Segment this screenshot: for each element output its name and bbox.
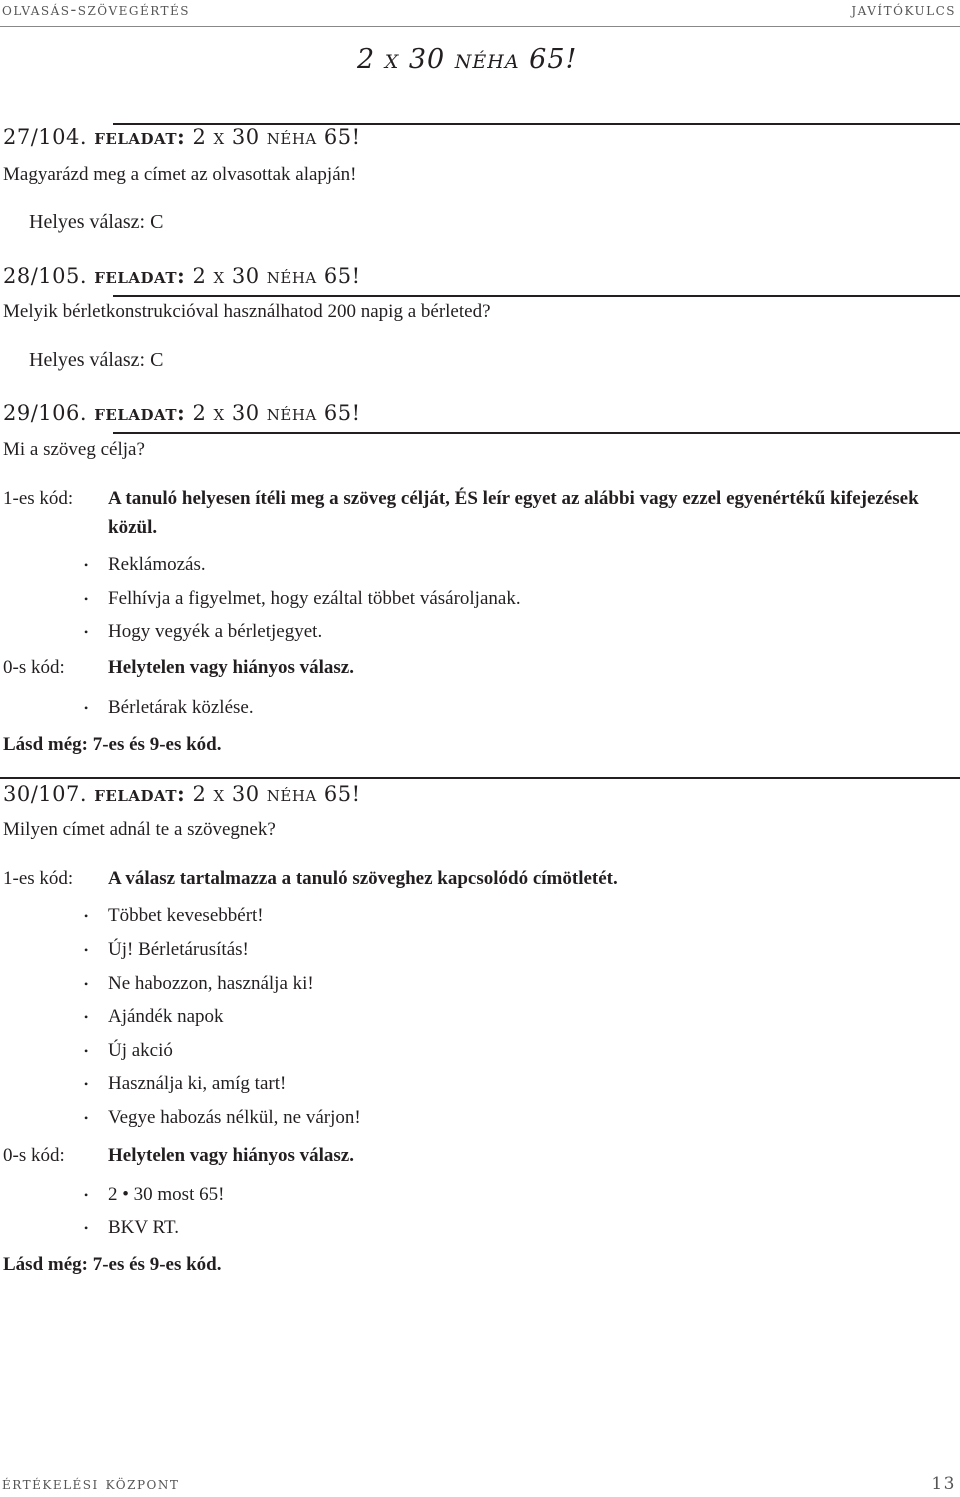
list-item: • Új akció — [84, 1040, 173, 1061]
list-item: • Új! Bérletárusítás! — [84, 939, 249, 960]
list-item: • Felhívja a figyelmet, hogy ezáltal többet vásároljanak. — [84, 588, 521, 609]
header-subject: olvasás-szövegértés — [2, 0, 191, 20]
task-question: Milyen címet adnál te a szövegnek? — [3, 819, 276, 840]
section-rule — [113, 432, 960, 434]
task-name: 2 x 30 néha 65! — [192, 401, 361, 425]
task-heading — [3, 124, 361, 149]
correct-answer: Helyes válasz: C — [29, 211, 164, 233]
code0-label: 0-s kód: — [3, 1145, 65, 1166]
task-label: feladat: — [94, 263, 186, 288]
list-item: • Ajándék napok — [84, 1006, 224, 1027]
task-label: feladat: — [94, 781, 186, 806]
code0-label: 0-s kód: — [3, 657, 65, 678]
task-number: 30/107. — [3, 782, 88, 806]
task-name: 2 x 30 néha 65! — [192, 264, 361, 288]
task-heading — [3, 263, 361, 288]
section-rule — [113, 295, 960, 297]
code1-description: A tanuló helyesen ítéli meg a szöveg célját, ÉS leír egyet az alábbi vagy ezzel egyenértékű kifejezések közül. — [108, 488, 919, 538]
list-item: • Reklámozás. — [84, 554, 206, 575]
see-also-note: Lásd még: 7-es és 9-es kód. — [3, 1254, 222, 1275]
section-rule — [113, 123, 960, 125]
footer-organization: értékelési központ — [2, 1474, 180, 1494]
list-item: • Ne habozzon, használja ki! — [84, 973, 314, 994]
task-number: 28/105. — [3, 264, 88, 288]
task-name: 2 x 30 néha 65! — [192, 782, 361, 806]
task-question: Magyarázd meg a címet az olvasottak alapján! — [3, 164, 357, 185]
task-question: Melyik bérletkonstrukcióval használhatod 200 napig a bérleted? — [3, 301, 491, 322]
list-item: • BKV RT. — [84, 1217, 179, 1238]
list-item: • Többet kevesebbért! — [84, 905, 264, 926]
list-item: • Vegye habozás nélkül, ne várjon! — [84, 1107, 361, 1128]
task-number: 29/106. — [3, 401, 88, 425]
list-item: • 2 • 30 most 65! — [84, 1184, 225, 1205]
list-item: • Használja ki, amíg tart! — [84, 1073, 287, 1094]
page-number: 13 — [931, 1474, 956, 1494]
task-label: feladat: — [94, 400, 186, 425]
correct-answer: Helyes válasz: C — [29, 349, 164, 371]
task-question: Mi a szöveg célja? — [3, 439, 145, 460]
code1-description: A válasz tartalmazza a tanuló szöveghez kapcsolódó címötletét. — [108, 868, 618, 889]
header-rule — [0, 26, 960, 27]
see-also-note: Lásd még: 7-es és 9-es kód. — [3, 734, 222, 755]
list-item: • Hogy vegyék a bérletjegyet. — [84, 621, 323, 642]
code0-description: Helytelen vagy hiányos válasz. — [108, 657, 354, 678]
header-doc-type: javítókulcs — [851, 0, 956, 20]
task-heading — [3, 781, 361, 806]
task-label: feladat: — [94, 124, 186, 149]
task-heading — [3, 400, 361, 425]
code1-label: 1-es kód: — [3, 868, 74, 889]
code1-label: 1-es kód: — [3, 488, 74, 509]
list-item: • Bérletárak közlése. — [84, 697, 254, 718]
task-name: 2 x 30 néha 65! — [192, 125, 361, 149]
section-rule — [0, 777, 960, 779]
page-title: 2 x 30 néha 65! — [357, 44, 578, 75]
task-number: 27/104. — [3, 125, 88, 149]
code0-description: Helytelen vagy hiányos válasz. — [108, 1145, 354, 1166]
